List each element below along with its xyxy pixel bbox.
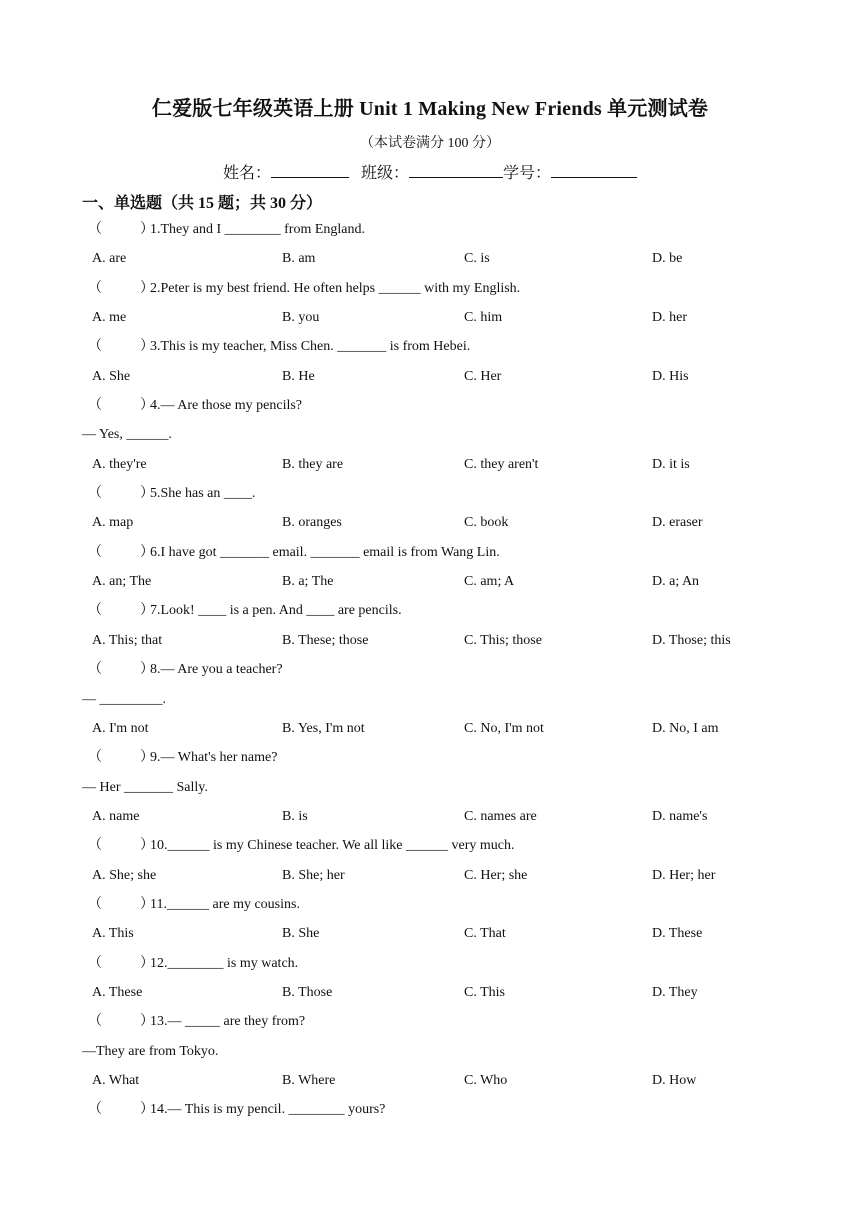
question-stem (82, 890, 782, 919)
bracket-open: （ (88, 750, 102, 766)
question-stem (82, 479, 782, 508)
page-title: 仁爱版七年级英语上册 Unit 1 Making New Friends 单元测试卷 (151, 98, 709, 120)
option-d[interactable]: D. eraser (652, 515, 703, 531)
bracket-close: ） (140, 662, 154, 678)
option-a[interactable]: A. are (92, 251, 127, 267)
bracket-close: ） (140, 1102, 154, 1118)
answer-bracket[interactable] (88, 274, 154, 303)
option-c[interactable]: C. is (464, 251, 490, 267)
number-field[interactable] (551, 163, 637, 178)
option-c[interactable]: C. him (464, 310, 503, 326)
option-c[interactable]: C. No, I'm not (464, 720, 544, 736)
question-stem (82, 596, 782, 625)
question-stem (82, 332, 782, 361)
question-stem (82, 1095, 782, 1124)
bracket-close: ） (140, 486, 154, 502)
question-text: 5.She has an ____. (150, 486, 256, 502)
question-text: 3.This is my teacher, Miss Chen. _______ is from Hebei. (150, 339, 471, 355)
bracket-open: （ (88, 603, 102, 619)
option-d[interactable]: D. a; An (652, 574, 700, 590)
option-d[interactable]: D. No, I am (652, 720, 719, 736)
options-row (82, 978, 782, 1007)
bracket-close: ） (140, 603, 154, 619)
bracket-open: （ (88, 339, 102, 355)
bracket-close: ） (140, 1014, 154, 1030)
option-d[interactable]: D. These (652, 926, 703, 942)
bracket-open: （ (88, 896, 102, 912)
option-a[interactable]: A. map (92, 515, 134, 531)
bracket-close: ） (140, 339, 154, 355)
bracket-close: ） (140, 544, 154, 560)
question-stem (82, 538, 782, 567)
options-row (82, 567, 782, 596)
bracket-open: （ (88, 1102, 102, 1118)
bracket-open: （ (88, 1014, 102, 1030)
option-c[interactable]: C. Who (464, 1072, 508, 1088)
options-row (82, 1066, 782, 1095)
answer-bracket[interactable] (88, 538, 154, 567)
question-stem (82, 391, 782, 420)
bracket-open: （ (88, 955, 102, 971)
bracket-close: ） (140, 838, 154, 854)
section-heading: 一、单选题（共 15 题；共 30 分） (82, 195, 323, 212)
options-row (82, 362, 782, 391)
option-a[interactable]: A. She (92, 368, 131, 384)
option-a[interactable]: A. name (92, 808, 140, 824)
option-c[interactable]: C. book (464, 515, 509, 531)
option-c[interactable]: C. they aren't (464, 456, 539, 472)
question-text: 12.________ is my watch. (150, 955, 299, 971)
bracket-open: （ (88, 280, 102, 296)
question-stem (82, 743, 782, 772)
option-b[interactable]: B. Where (282, 1072, 336, 1088)
answer-bracket[interactable] (88, 215, 154, 244)
options-row (82, 626, 782, 655)
option-a[interactable]: A. they're (92, 456, 147, 472)
option-b[interactable]: B. oranges (282, 515, 342, 531)
bracket-close: ） (140, 222, 154, 237)
option-d[interactable]: D. name's (652, 808, 708, 824)
question-text: 7.Look! ____ is a pen. And ____ are pencils. (150, 603, 402, 619)
option-b[interactable]: B. Yes, I'm not (282, 720, 365, 736)
question-text: 9.— What's her name? (150, 750, 278, 766)
options-row (82, 919, 782, 948)
option-b[interactable]: B. She (282, 926, 320, 942)
option-a[interactable]: A. I'm not (92, 720, 149, 736)
bracket-close: ） (140, 280, 154, 296)
option-b[interactable]: B. These; those (282, 632, 369, 648)
option-b[interactable]: B. She; her (282, 867, 345, 883)
question-reply: — Her _______ Sally. (82, 779, 208, 795)
option-b[interactable]: B. He (282, 368, 315, 384)
bracket-open: （ (88, 398, 102, 414)
options-row (82, 802, 782, 831)
question-stem (82, 274, 782, 303)
question-list (82, 215, 782, 1125)
bracket-close: ） (140, 750, 154, 766)
option-c[interactable]: C. Her (464, 368, 502, 384)
option-c[interactable]: C. This (464, 984, 505, 1000)
question-stem (82, 1007, 782, 1036)
bracket-open: （ (88, 838, 102, 854)
option-c[interactable]: C. names are (464, 808, 537, 824)
option-d[interactable]: D. Those; this (652, 632, 731, 648)
option-b[interactable]: B. am (282, 251, 316, 267)
options-row (82, 244, 782, 273)
bracket-close: ） (140, 955, 154, 971)
option-b[interactable]: B. is (282, 808, 308, 824)
option-d[interactable]: D. His (652, 368, 689, 384)
answer-bracket[interactable] (88, 332, 154, 361)
number-label: 学号： (503, 165, 552, 182)
question-text: 4.— Are those my pencils? (150, 398, 303, 414)
option-a[interactable]: A. me (92, 310, 127, 326)
option-c[interactable]: C. Her; she (464, 867, 528, 883)
options-row (82, 303, 782, 332)
option-b[interactable]: B. they are (282, 456, 344, 472)
question-text: 1.They and I ________ from England. (150, 222, 366, 237)
option-a[interactable]: A. This; that (92, 632, 163, 648)
score-note: （本试卷满分 100 分） (360, 136, 500, 151)
answer-bracket[interactable] (88, 890, 154, 919)
option-c[interactable]: C. This; those (464, 632, 542, 648)
question-reply: — Yes, ______. (82, 427, 172, 443)
option-b[interactable]: B. a; The (282, 574, 334, 590)
name-field[interactable] (271, 163, 349, 178)
bracket-open: （ (88, 222, 102, 237)
option-d[interactable]: D. How (652, 1072, 697, 1088)
question-text: 13.— _____ are they from? (150, 1014, 306, 1030)
question-text: 2.Peter is my best friend. He often helps ______ with my English. (150, 280, 521, 296)
question-text: 11.______ are my cousins. (150, 896, 300, 912)
student-info-row (0, 160, 860, 183)
question-text: 14.— This is my pencil. ________ yours? (150, 1102, 386, 1118)
options-row (82, 714, 782, 743)
option-a[interactable]: A. These (92, 984, 143, 1000)
option-d[interactable]: D. They (652, 984, 698, 1000)
answer-bracket[interactable] (88, 391, 154, 420)
class-field[interactable] (409, 163, 503, 178)
option-c[interactable]: C. That (464, 926, 506, 942)
option-a[interactable]: A. What (92, 1072, 140, 1088)
option-d[interactable]: D. Her; her (652, 867, 716, 883)
options-row (82, 508, 782, 537)
bracket-close: ） (140, 896, 154, 912)
answer-bracket[interactable] (88, 479, 154, 508)
answer-bracket[interactable] (88, 1007, 154, 1036)
answer-bracket[interactable] (88, 596, 154, 625)
option-c[interactable]: C. am; A (464, 574, 515, 590)
option-a[interactable]: A. an; The (92, 574, 152, 590)
question-stem (82, 831, 782, 860)
options-row (82, 861, 782, 890)
name-label: 姓名： (222, 165, 271, 182)
options-row (82, 450, 782, 479)
answer-bracket[interactable] (88, 949, 154, 978)
question-stem (82, 949, 782, 978)
question-text: 6.I have got _______ email. _______ email is from Wang Lin. (150, 544, 500, 560)
option-a[interactable]: A. She; she (92, 867, 157, 883)
bracket-close: ） (140, 398, 154, 414)
option-d[interactable]: D. her (652, 310, 687, 326)
bracket-open: （ (88, 486, 102, 502)
option-d[interactable]: D. it is (652, 456, 690, 472)
bracket-open: （ (88, 544, 102, 560)
answer-bracket[interactable] (88, 1095, 154, 1124)
question-text: 10.______ is my Chinese teacher. We all like ______ very much. (150, 838, 515, 854)
question-reply: — _________. (82, 691, 166, 707)
class-label: 班级： (360, 165, 409, 182)
question-stem (82, 655, 782, 684)
answer-bracket[interactable] (88, 743, 154, 772)
answer-bracket[interactable] (88, 831, 154, 860)
question-reply: —They are from Tokyo. (82, 1043, 219, 1059)
question-text: 8.— Are you a teacher? (150, 662, 283, 678)
option-b[interactable]: B. Those (282, 984, 333, 1000)
question-stem (82, 215, 782, 244)
option-d[interactable]: D. be (652, 251, 683, 267)
option-b[interactable]: B. you (282, 310, 320, 326)
answer-bracket[interactable] (88, 655, 154, 684)
bracket-open: （ (88, 662, 102, 678)
option-a[interactable]: A. This (92, 926, 134, 942)
